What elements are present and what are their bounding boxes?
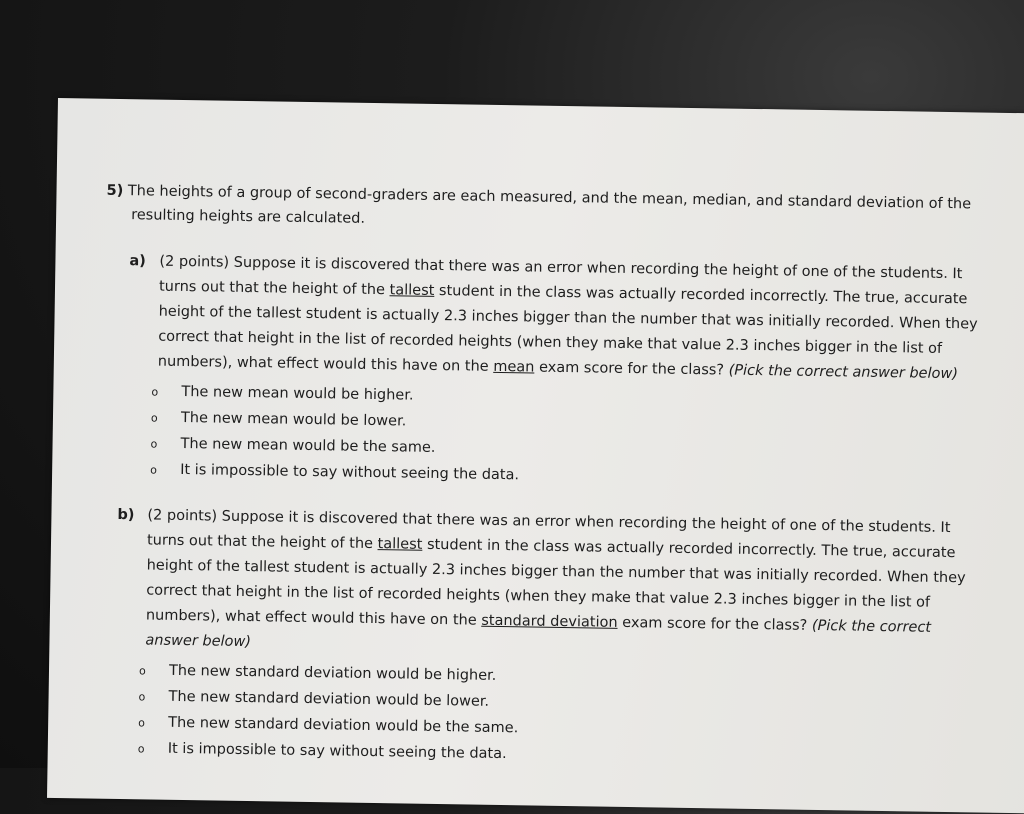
radio-bullet-icon: o — [150, 462, 158, 477]
option-label: The new mean would be lower. — [180, 409, 407, 430]
question-number: 5) — [106, 182, 124, 200]
underlined-tallest: tallest — [389, 282, 435, 299]
part-b-options — [114, 657, 1006, 775]
option-label: It is impossible to say without seeing the data. — [167, 740, 507, 762]
part-a-label: a) — [129, 253, 146, 270]
radio-bullet-icon: o — [138, 689, 146, 703]
question-text-line1: The heights of a group of second-graders are each measured, and the mean, median, and standard deviation of the — [127, 183, 972, 213]
underlined-tallest: tallest — [377, 536, 423, 553]
part-a-options — [126, 378, 998, 496]
part-a-fragment: numbers), what effect would this have on the — [157, 353, 494, 375]
option-label: The new standard deviation would be lower. — [168, 688, 490, 710]
part-b-fragment: student in the class was actually recorded incorrectly. The true, accurate — [422, 536, 956, 562]
part-a-fragment: exam score for the class? — [534, 359, 729, 379]
part-b — [114, 503, 1008, 775]
part-b-line: correct that height in the list of recorded heights (when they make that value 2.3 inches bigger in the list of — [146, 582, 931, 611]
question-5 — [106, 179, 1007, 241]
part-b-fragment: numbers), what effect would this have on the — [145, 607, 482, 629]
part-a-fragment: student in the class was actually recorded incorrectly. The true, accurate — [434, 282, 968, 308]
option-label: The new standard deviation would be higher. — [168, 662, 497, 684]
part-b-fragment: turns out that the height of the — [146, 532, 378, 553]
part-a-line: (2 points) Suppose it is discovered that there was an error when recording the height of one of the students. It — [159, 253, 963, 283]
part-a — [126, 249, 1000, 496]
radio-bullet-icon: o — [137, 741, 145, 755]
part-a-line: correct that height in the list of recorded heights (when they make that value 2.3 inches bigger in the list of — [158, 328, 943, 357]
part-b-label: b) — [117, 506, 135, 524]
option-label: The new mean would be higher. — [181, 383, 414, 404]
part-a-fragment: turns out that the height of the — [158, 278, 390, 299]
option-label: The new mean would be the same. — [180, 435, 436, 456]
radio-bullet-icon: o — [150, 436, 158, 451]
option-label: It is impossible to say without seeing the data. — [180, 461, 520, 483]
underlined-standard-deviation: standard deviation — [481, 612, 618, 631]
worksheet-paper — [47, 98, 1024, 814]
question-text-line2: resulting heights are calculated. — [131, 207, 366, 227]
part-a-line: height of the tallest student is actually 2.3 inches bigger than the number that was initially recorded. When they — [158, 303, 978, 333]
part-b-line: height of the tallest student is actually 2.3 inches bigger than the number that was initially recorded. When they — [146, 557, 966, 587]
radio-bullet-icon: o — [150, 411, 158, 425]
part-b-instruction: answer below) — [145, 632, 252, 651]
part-b-fragment: exam score for the class? — [617, 614, 813, 634]
radio-bullet-icon: o — [138, 663, 146, 677]
radio-bullet-icon: o — [151, 385, 159, 399]
option-label: The new standard deviation would be the same. — [168, 714, 519, 736]
part-b-instruction: (Pick the correct — [811, 617, 932, 636]
part-a-instruction: (Pick the correct answer below) — [728, 362, 959, 383]
part-b-line: (2 points) Suppose it is discovered that there was an error when recording the height of one of the students. It — [147, 507, 951, 537]
underlined-mean: mean — [493, 358, 535, 376]
radio-bullet-icon: o — [138, 715, 146, 729]
